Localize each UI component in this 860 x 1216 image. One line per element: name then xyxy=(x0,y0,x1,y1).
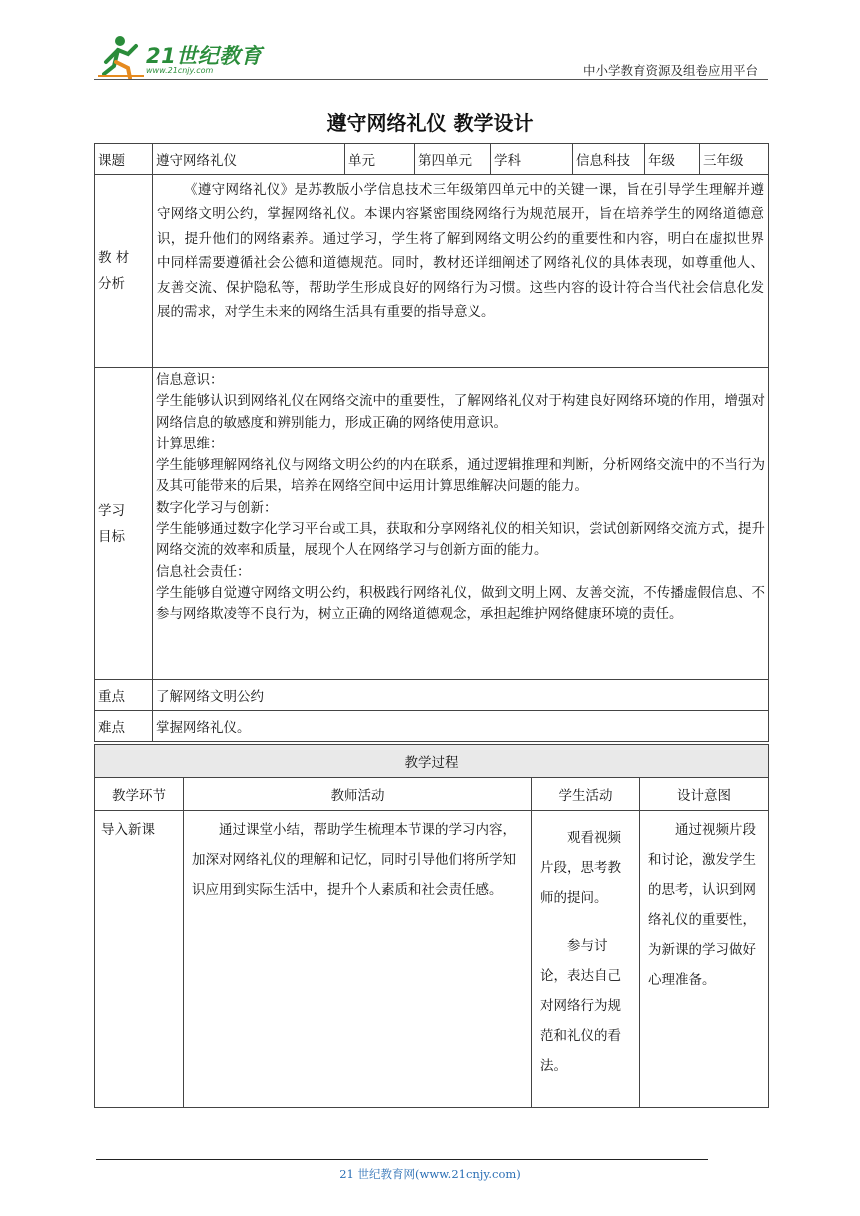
process-row xyxy=(95,811,769,1108)
grade-label: 年级 xyxy=(645,144,700,175)
difficulty-text: 掌握网络礼仪。 xyxy=(153,711,769,742)
unit-label: 单元 xyxy=(345,144,415,175)
key-point-row xyxy=(95,680,769,711)
stage-cell: 导入新课 xyxy=(95,811,184,1108)
process-heading: 教学过程 xyxy=(95,745,769,778)
goal-text: 学生能够自觉遵守网络文明公约，积极践行网络礼仪，做到文明上网、友善交流，不传播虚假信息、不参与网络欺凌等不良行为，树立正确的网络道德观念，承担起维护网络健康环境的责任。 xyxy=(156,584,765,623)
logo-url: www.21cnjy.com xyxy=(146,66,214,75)
unit-value: 第四单元 xyxy=(415,144,491,175)
difficulty-label: 难点 xyxy=(95,711,153,742)
lesson-info-table xyxy=(94,143,769,742)
col-teacher: 教师活动 xyxy=(184,778,532,811)
header-divider xyxy=(94,79,768,80)
col-student: 学生活动 xyxy=(532,778,640,811)
goal-title: 计算思维： xyxy=(156,435,224,452)
goal-title: 信息意识： xyxy=(156,372,224,388)
analysis-label-line1: 教 材 xyxy=(98,250,130,266)
goal-text: 学生能够通过数字化学习平台或工具，获取和分享网络礼仪的相关知识，尝试创新网络交流方式，提升网络交流的效率和质量，展现个人在网络学习与创新方面的能力。 xyxy=(156,521,765,559)
analysis-label-line2: 分析 xyxy=(98,276,125,292)
analysis-label xyxy=(95,175,153,368)
process-heading-row xyxy=(95,745,769,778)
goals-label-line1: 学习 xyxy=(98,502,125,519)
student-activity-2: 参与讨论，表达自己对网络行为规范和礼仪的看法。 xyxy=(540,938,621,1074)
logo-text: 21世纪教育 xyxy=(146,44,263,68)
goal-text: 学生能够认识到网络礼仪在网络交流中的重要性，了解网络礼仪对于构建良好网络环境的作用，增强对网络信息的敏感度和辨别能力，形成正确的网络使用意识。 xyxy=(156,393,765,431)
goal-text: 学生能够理解网络礼仪与网络文明公约的内在联系，通过逻辑推理和判断，分析网络交流中的不当行为及其可能带来的后果，培养在网络空间中运用计算思维解决问题的能力。 xyxy=(156,457,765,495)
goals-label-line2: 目标 xyxy=(98,528,125,545)
goals-label xyxy=(95,368,153,680)
goal-title: 信息社会责任： xyxy=(156,563,251,580)
process-column-headers xyxy=(95,778,769,811)
student-activity-1: 观看视频片段，思考教师的提问。 xyxy=(540,830,621,906)
col-intent: 设计意图 xyxy=(640,778,769,811)
info-row xyxy=(95,144,769,175)
subject-label: 学科 xyxy=(491,144,573,175)
topic-label: 课题 xyxy=(95,144,153,175)
teacher-activity: 通过课堂小结，帮助学生梳理本节课的学习内容，加深对网络礼仪的理解和记忆，同时引导他们将所学知识应用到实际生活中，提升个人素质和社会责任感。 xyxy=(184,811,532,1108)
col-stage: 教学环节 xyxy=(95,778,184,811)
key-point-text: 了解网络文明公约 xyxy=(153,680,769,711)
difficulty-row xyxy=(95,711,769,742)
teaching-process-table xyxy=(94,744,769,1108)
footer-divider xyxy=(96,1159,708,1160)
subject-value: 信息科技 xyxy=(573,144,645,175)
student-activity xyxy=(532,811,640,1108)
analysis-row xyxy=(95,175,769,368)
document-title: 遵守网络礼仪 教学设计 xyxy=(326,111,534,135)
goals-row xyxy=(95,368,769,680)
platform-name: 中小学教育资源及组卷应用平台 xyxy=(582,63,758,78)
goals-text xyxy=(153,368,769,680)
grade-value: 三年级 xyxy=(700,144,769,175)
key-point-label: 重点 xyxy=(95,680,153,711)
analysis-text: 《遵守网络礼仪》是苏教版小学信息技术三年级第四单元中的关键一课，旨在引导学生理解并遵守网络文明公约，掌握网络礼仪。本课内容紧密围绕网络行为规范展开，旨在培养学生的网络道德意识，提升他们的网络素养。通过学习，学生将了解到网络文明公约的重要性和内容，明白在虚拟世界中同样需要遵循社会公德和道德规范。同时，教材还详细阐述了网络礼仪的具体表现，如尊重他人、友善交流、保护隐私等，帮助学生形成良好的网络行为习惯。这些内容的设计符合当代社会信息化发展的需求，对学生未来的网络生活具有重要的指导意义。 xyxy=(153,175,769,368)
goal-title: 数字化学习与创新： xyxy=(156,499,278,516)
footer-text: 21 世纪教育网(www.21cnjy.com) xyxy=(339,1167,521,1181)
design-intent: 通过视频片段和讨论，激发学生的思考，认识到网络礼仪的重要性，为新课的学习做好心理准备。 xyxy=(640,811,769,1108)
topic-value: 遵守网络礼仪 xyxy=(153,144,345,175)
